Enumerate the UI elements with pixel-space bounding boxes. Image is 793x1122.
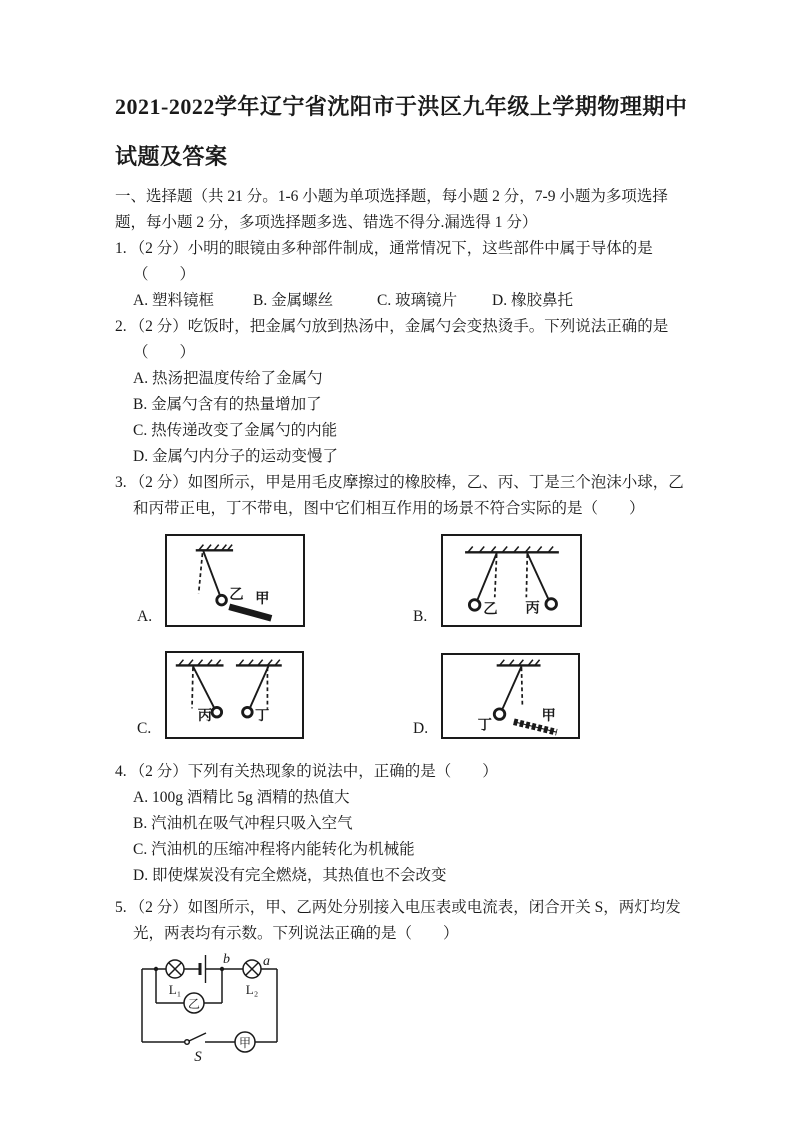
question-3-stem xyxy=(115,470,693,522)
lamp1-label: L₁ xyxy=(168,982,182,997)
question-1-stem xyxy=(115,236,693,288)
q4-option-a: A. 100g 酒精比 5g 酒精的热值大 xyxy=(133,789,350,806)
q3b-left-ball-label: 乙 xyxy=(483,601,498,618)
lamp2-label: L₂ xyxy=(245,982,259,997)
meter-series-label: 甲 xyxy=(238,1036,252,1050)
q3-figure-b xyxy=(413,534,582,627)
q3d-ball-label: 丁 xyxy=(477,717,492,734)
q2-option-a: A. 热汤把温度传给了金属勺 xyxy=(133,370,323,387)
question-5-number: 5. xyxy=(115,899,127,916)
meter-parallel-label: 乙 xyxy=(187,997,201,1011)
question-1-options xyxy=(115,288,693,314)
question-5 xyxy=(115,895,693,1065)
question-2-text: （2 分）吃饭时，把金属勺放到热汤中，金属勺会变热烫手。下列说法正确的是（ ） xyxy=(129,318,669,361)
junction-dot-b xyxy=(220,967,224,971)
q3-figure-a-label: A. xyxy=(137,608,153,625)
q3c-left-ball-label: 丙 xyxy=(197,707,213,724)
q3c-right-ball-label: 丁 xyxy=(255,707,270,724)
circuit-diagram xyxy=(135,953,285,1065)
q3-figure-a xyxy=(137,534,413,627)
page-title xyxy=(115,82,693,182)
question-1-number: 1. xyxy=(115,240,127,257)
junction-dot-left xyxy=(154,967,158,971)
switch-label: S xyxy=(194,1049,202,1065)
q3a-ball-label: 乙 xyxy=(229,587,244,604)
q1-option-b: B. 金属螺丝 xyxy=(253,292,334,309)
circuit-node-b-label: b xyxy=(223,953,230,967)
pendulum-diagram-d xyxy=(441,653,580,739)
circuit-node-a-label: a xyxy=(263,954,270,969)
question-4-number: 4. xyxy=(115,763,127,780)
q1-option-c: C. 玻璃镜片 xyxy=(377,292,458,309)
question-2 xyxy=(115,314,693,470)
question-1 xyxy=(115,236,693,314)
question-2-stem xyxy=(115,314,693,366)
exam-body xyxy=(115,184,693,1065)
q2-option-b: B. 金属勺含有的热量增加了 xyxy=(133,396,322,413)
pendulum-diagram-a xyxy=(165,534,305,627)
pendulum-diagram-b xyxy=(441,534,582,627)
q2-option-d: D. 金属勺内分子的运动变慢了 xyxy=(133,448,338,465)
q3-figure-row-2 xyxy=(115,651,693,739)
q4-option-c: C. 汽油机的压缩冲程将内能转化为机械能 xyxy=(133,841,415,858)
question-4-options xyxy=(115,785,693,889)
section-heading: 一、选择题（共 21 分。1-6 小题为单项选择题，每小题 2 分，7-9 小题为多项选择题，每小题 2 分，多项选择题多选、错选不得分.漏选得 1 分） xyxy=(115,188,668,231)
q1-option-a: A. 塑料镜框 xyxy=(133,292,214,309)
q3-figure-c-label: C. xyxy=(137,720,152,737)
question-1-text: （2 分）小明的眼镜由多种部件制成，通常情况下，这些部件中属于导体的是（ ） xyxy=(129,240,653,283)
question-5-text: （2 分）如图所示，甲、乙两处分别接入电压表或电流表，闭合开关 S，两灯均发光，两表均有示数。下列说法正确的是（ ） xyxy=(129,899,681,942)
question-2-options xyxy=(115,366,693,470)
q3-figure-row-1 xyxy=(115,534,693,627)
q3a-rod-label: 甲 xyxy=(255,590,270,607)
q3-figure-d xyxy=(413,653,580,739)
question-3-number: 3. xyxy=(115,474,127,491)
q4-option-b: B. 汽油机在吸气冲程只吸入空气 xyxy=(133,815,353,832)
q1-option-d: D. 橡胶鼻托 xyxy=(492,292,573,309)
question-3-text: （2 分）如图所示，甲是用毛皮摩擦过的橡胶棒，乙、丙、丁是三个泡沫小球，乙和丙带正电，丁不带电，图中它们相互作用的场景不符合实际的是（ ） xyxy=(129,474,684,517)
pendulum-diagram-c xyxy=(165,651,304,739)
q5-circuit-figure xyxy=(135,953,693,1065)
question-3 xyxy=(115,470,693,739)
question-5-stem xyxy=(115,895,693,947)
q3-figure-b-label: B. xyxy=(413,608,428,625)
page-title-line2: 试题及答案 xyxy=(115,144,228,169)
question-4-stem xyxy=(115,759,693,785)
q2-option-c: C. 热传递改变了金属勺的内能 xyxy=(133,422,338,439)
page-title-line1: 2021-2022学年辽宁省沈阳市于洪区九年级上学期物理期中 xyxy=(115,94,688,119)
question-4 xyxy=(115,759,693,889)
question-2-number: 2. xyxy=(115,318,127,335)
q3-figure-d-label: D. xyxy=(413,720,429,737)
q3d-rod-label: 甲 xyxy=(541,707,556,724)
question-4-text: （2 分）下列有关热现象的说法中，正确的是（ ） xyxy=(129,763,498,780)
q3b-right-ball-label: 丙 xyxy=(525,600,540,617)
q4-option-d: D. 即使煤炭没有完全燃烧，其热值也不会改变 xyxy=(133,867,447,884)
q3-figure-c xyxy=(137,651,413,739)
